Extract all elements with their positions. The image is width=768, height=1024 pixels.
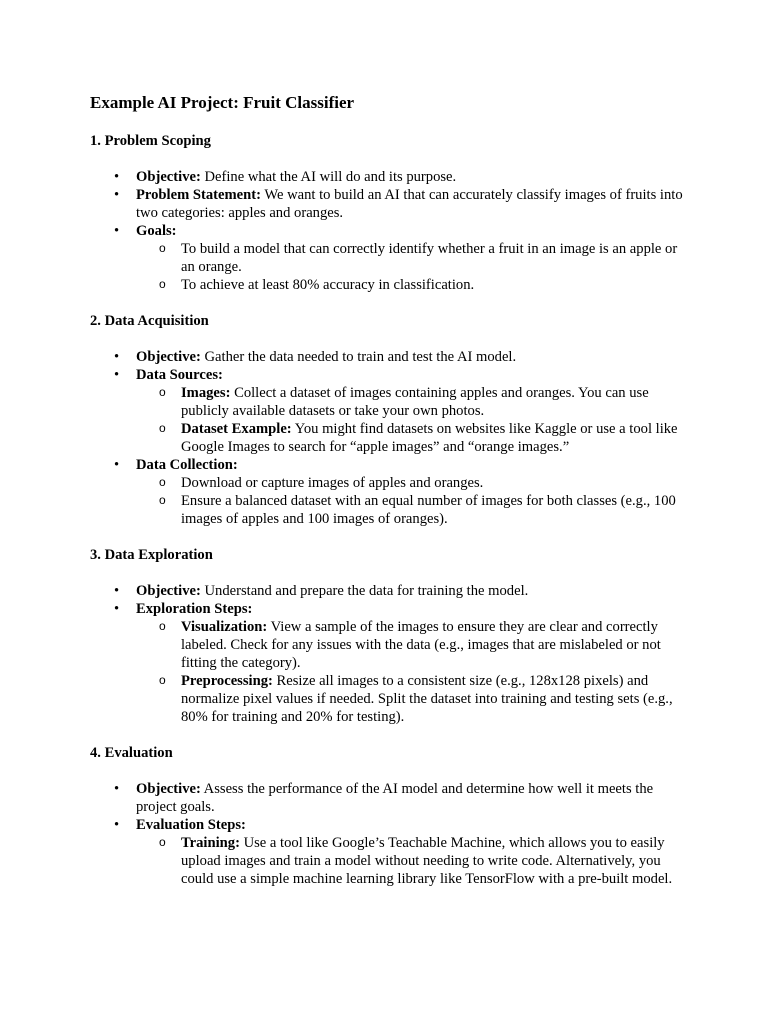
item-label: Problem Statement: bbox=[136, 187, 261, 203]
item-label: Objective: bbox=[136, 781, 201, 797]
sub-list-item bbox=[136, 276, 688, 294]
item-label: Goals: bbox=[136, 223, 177, 239]
sub-list bbox=[136, 474, 688, 528]
sub-list-item bbox=[136, 618, 688, 672]
sub-item-label: Visualization: bbox=[181, 619, 268, 635]
list-item bbox=[90, 600, 688, 726]
sub-item-text: Use a tool like Google’s Teachable Machine, which allows you to easily upload images and train a model without needing to write code. Alternatively, you could use a simple machine learning library like TensorFlow with a pre-built model. bbox=[181, 835, 673, 887]
item-text: We want to build an AI that can accurately classify images of fruits into two categories: apples and oranges. bbox=[136, 187, 683, 221]
sub-list-item bbox=[136, 240, 688, 276]
sub-list-item bbox=[136, 834, 688, 888]
section-heading-evaluation: 4. Evaluation bbox=[90, 745, 173, 761]
item-label: Exploration Steps: bbox=[136, 601, 253, 617]
sub-item-text: To achieve at least 80% accuracy in classification. bbox=[181, 277, 475, 293]
sub-list-item bbox=[136, 384, 688, 420]
sub-list bbox=[136, 618, 688, 726]
sub-item-text: Collect a dataset of images containing apples and oranges. You can use publicly available datasets or take your own photos. bbox=[181, 385, 649, 419]
list-item bbox=[90, 582, 688, 600]
list-item bbox=[90, 456, 688, 528]
sub-item-label: Preprocessing: bbox=[181, 673, 273, 689]
section-heading-problem-scoping: 1. Problem Scoping bbox=[90, 133, 211, 149]
list-item bbox=[90, 222, 688, 294]
sub-list-item bbox=[136, 672, 688, 726]
sub-item-label: Training: bbox=[181, 835, 240, 851]
sub-list bbox=[136, 384, 688, 456]
item-label: Data Sources: bbox=[136, 367, 223, 383]
item-label: Objective: bbox=[136, 349, 201, 365]
sub-item-text: Resize all images to a consistent size (e.g., 128x128 pixels) and normalize pixel values if needed. Split the dataset into training and testing sets (e.g., 80% for training and 20% for testing). bbox=[181, 673, 673, 725]
sub-list-item bbox=[136, 492, 688, 528]
bullet-list bbox=[90, 348, 688, 528]
sub-item-text: View a sample of the images to ensure they are clear and correctly labeled. Check for any issues with the data (e.g., images that are mislabeled or not fitting the category). bbox=[181, 619, 661, 671]
list-item bbox=[90, 366, 688, 456]
list-item bbox=[90, 780, 688, 816]
section-heading-data-exploration: 3. Data Exploration bbox=[90, 547, 213, 563]
item-label: Evaluation Steps: bbox=[136, 817, 246, 833]
list-item bbox=[90, 348, 688, 366]
sub-item-text: Download or capture images of apples and oranges. bbox=[181, 475, 484, 491]
list-item bbox=[90, 168, 688, 186]
item-text: Understand and prepare the data for training the model. bbox=[200, 583, 529, 599]
sub-item-text: Ensure a balanced dataset with an equal number of images for both classes (e.g., 100 images of apples and 100 images of oranges). bbox=[181, 493, 676, 527]
list-item bbox=[90, 816, 688, 888]
sub-item-text: You might find datasets on websites like Kaggle or use a tool like Google Images to search for “apple images” and “orange images.” bbox=[181, 421, 678, 455]
sub-list-item bbox=[136, 420, 688, 456]
sub-list bbox=[136, 240, 688, 294]
document-title: Example AI Project: Fruit Classifier bbox=[90, 93, 355, 112]
item-text: Define what the AI will do and its purpose. bbox=[200, 169, 457, 185]
item-label: Objective: bbox=[136, 583, 201, 599]
bullet-list bbox=[90, 780, 688, 888]
section-heading-data-acquisition: 2. Data Acquisition bbox=[90, 313, 209, 329]
bullet-list bbox=[90, 168, 688, 294]
sub-item-label: Dataset Example: bbox=[181, 421, 292, 437]
sub-list-item bbox=[136, 474, 688, 492]
list-item bbox=[90, 186, 688, 222]
sub-item-text: To build a model that can correctly identify whether a fruit in an image is an apple or an orange. bbox=[181, 241, 678, 275]
item-label: Objective: bbox=[136, 169, 201, 185]
sub-item-label: Images: bbox=[181, 385, 231, 401]
sub-list bbox=[136, 834, 688, 888]
bullet-list bbox=[90, 582, 688, 726]
item-text: Assess the performance of the AI model and determine how well it meets the project goals. bbox=[136, 781, 654, 815]
item-text: Gather the data needed to train and test the AI model. bbox=[200, 349, 517, 365]
item-label: Data Collection: bbox=[136, 457, 238, 473]
